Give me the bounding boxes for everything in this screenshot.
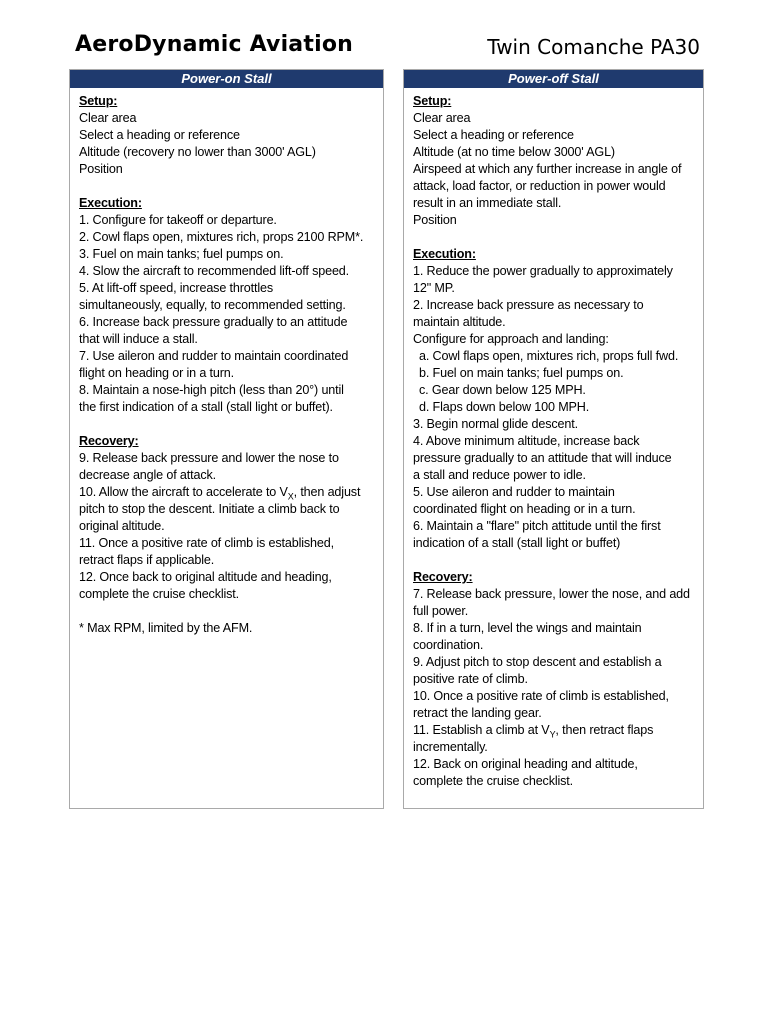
power-off-stall-panel [403, 69, 704, 809]
text-line: decrease angle of attack. [79, 468, 216, 482]
text-line: 12. Back on original heading and altitude, [413, 757, 638, 771]
text-line: retract the landing gear. [413, 706, 542, 720]
text-line: 9. Adjust pitch to stop descent and establish a [413, 655, 662, 669]
text-line: simultaneously, equally, to recommended setting. [79, 298, 346, 312]
text-line: incrementally. [413, 740, 488, 754]
execution-heading: Execution: [413, 247, 476, 261]
execution-list-continued [413, 416, 695, 552]
text-line: b. Fuel on main tanks; fuel pumps on. [419, 366, 624, 380]
execution-list [413, 263, 695, 348]
company-title: AeroDynamic Aviation [75, 32, 353, 57]
text-line: 3. Fuel on main tanks; fuel pumps on. [79, 247, 284, 261]
text-line: 5. At lift-off speed, increase throttles [79, 281, 273, 295]
setup-heading: Setup: [79, 94, 118, 108]
execution-heading: Execution: [79, 196, 142, 210]
text-line: Clear area [79, 111, 137, 125]
text-line: 9. Release back pressure and lower the nose to [79, 451, 339, 465]
text-line: 7. Use aileron and rudder to maintain coordinated [79, 349, 349, 363]
text-line: maintain altitude. [413, 315, 506, 329]
text-line: 6. Maintain a "flare" pitch attitude until the first [413, 519, 661, 533]
panel-title: Power-on Stall [70, 70, 383, 88]
text-line: d. Flaps down below 100 MPH. [419, 400, 590, 414]
text-line: 11. Once a positive rate of climb is established, [79, 536, 334, 550]
text-line: 7. Release back pressure, lower the nose, and add [413, 587, 690, 601]
text-line: original altitude. [79, 519, 165, 533]
text-line: 6. Increase back pressure gradually to an attitude [79, 315, 348, 329]
text-line: c. Gear down below 125 MPH. [419, 383, 586, 397]
recovery-heading: Recovery: [413, 570, 473, 584]
text-line: pressure gradually to an attitude that will induce [413, 451, 672, 465]
recovery-step-10: 10. Allow the aircraft to accelerate to $V_X$, then adjust [79, 485, 361, 502]
text-line: 4. Slow the aircraft to recommended lift-off speed. [79, 264, 350, 278]
setup-heading: Setup: [413, 94, 452, 108]
text-line: 3. Begin normal glide descent. [413, 417, 578, 431]
text-line: 8. Maintain a nose-high pitch (less than 20°) until [79, 383, 344, 397]
text-line: 1. Reduce the power gradually to approximately [413, 264, 673, 278]
text-line: Altitude (at no time below 3000' AGL) [413, 145, 615, 159]
text-line: coordination. [413, 638, 484, 652]
text-line: result in an immediate stall. [413, 196, 562, 210]
text-line: the first indication of a stall (stall light or buffet). [79, 400, 333, 414]
setup-list [79, 110, 375, 178]
text-line: 8. If in a turn, level the wings and maintain [413, 621, 642, 635]
recovery-heading: Recovery: [79, 434, 139, 448]
recovery-list-continued [413, 739, 695, 790]
text-line: Configure for approach and landing: [413, 332, 609, 346]
text-line: Select a heading or reference [413, 128, 574, 142]
panel-title: Power-off Stall [404, 70, 703, 88]
text-line: indication of a stall (stall light or buffet) [413, 536, 621, 550]
text-line: Position [79, 162, 123, 176]
text-line: 5. Use aileron and rudder to maintain [413, 485, 615, 499]
text-line: Position [413, 213, 457, 227]
footnote: * Max RPM, limited by the AFM. [79, 621, 253, 635]
execution-list [79, 212, 375, 416]
text-line: 1. Configure for takeoff or departure. [79, 213, 277, 227]
text-line: 10. Once a positive rate of climb is established, [413, 689, 669, 703]
text-line: 4. Above minimum altitude, increase back [413, 434, 640, 448]
text-line: complete the cruise checklist. [79, 587, 239, 601]
text-line: full power. [413, 604, 469, 618]
text-line: attack, load factor, or reduction in power would [413, 179, 666, 193]
execution-sublist [413, 348, 695, 416]
text-line: coordinated flight on heading or in a turn. [413, 502, 636, 516]
text-line: Clear area [413, 111, 471, 125]
text-line: a. Cowl flaps open, mixtures rich, props full fwd. [419, 349, 679, 363]
text-line: complete the cruise checklist. [413, 774, 573, 788]
panel-body [70, 88, 383, 637]
recovery-list [413, 586, 695, 722]
text-line: 2. Cowl flaps open, mixtures rich, props 2100 RPM*. [79, 230, 364, 244]
text-line: Airspeed at which any further increase in angle of [413, 162, 682, 176]
text-line: 2. Increase back pressure as necessary to [413, 298, 644, 312]
text-line: 12" MP. [413, 281, 455, 295]
text-line: Select a heading or reference [79, 128, 240, 142]
power-on-stall-panel [69, 69, 384, 809]
text-line: pitch to stop the descent. Initiate a climb back to [79, 502, 340, 516]
recovery-step-11: 11. Establish a climb at $V_Y$, then retract flaps [413, 723, 654, 740]
aircraft-title: Twin Comanche PA30 [487, 35, 700, 59]
text-line: retract flaps if applicable. [79, 553, 215, 567]
text-line: 12. Once back to original altitude and heading, [79, 570, 332, 584]
recovery-list [79, 450, 375, 484]
text-line: flight on heading or in a turn. [79, 366, 234, 380]
text-line: that will induce a stall. [79, 332, 198, 346]
panel-body [404, 88, 703, 790]
text-line: a stall and reduce power to idle. [413, 468, 586, 482]
text-line: positive rate of climb. [413, 672, 528, 686]
recovery-list-continued [79, 501, 375, 603]
setup-list [413, 110, 695, 229]
text-line: Altitude (recovery no lower than 3000' AGL) [79, 145, 316, 159]
